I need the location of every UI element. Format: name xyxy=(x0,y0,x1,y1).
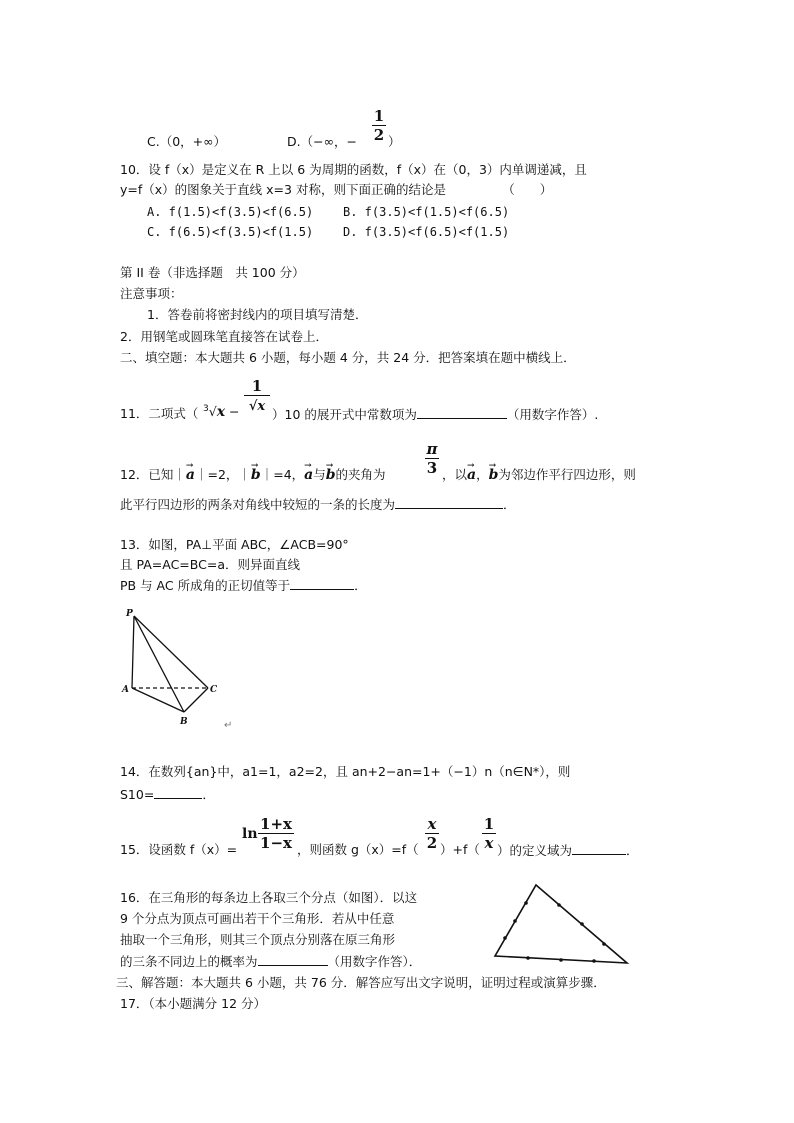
q15-mid: ，则函数 g（x）=f（ xyxy=(297,842,419,857)
division-point xyxy=(513,919,517,923)
label-p: P xyxy=(126,609,133,619)
q12-p5: 的夹角为 xyxy=(335,467,386,482)
q10-line1: 10．设 f（x）是定义在 R 上以 6 为周期的函数，f（x）在（0，3）内单调递减，且 xyxy=(120,162,587,177)
q9-option-d-fraction xyxy=(372,108,386,143)
q12-frac-num: π xyxy=(426,440,438,458)
q15-ln: ln xyxy=(242,826,258,842)
q15-ln-den: 1−x xyxy=(260,834,292,852)
q11-frac-den: √x xyxy=(248,399,266,414)
triangle-figure xyxy=(490,880,635,970)
q15-frac2 xyxy=(482,816,496,851)
q16-line2: 9 个分点为顶点可画出若干个三角形．若从中任意 xyxy=(120,911,395,926)
q15-frac1 xyxy=(425,816,439,851)
q13-line2: 且 PA=AC=BC=a．则异面直线 xyxy=(120,557,300,572)
division-point xyxy=(592,959,596,963)
division-point xyxy=(503,936,507,940)
q11-minus: − xyxy=(229,404,240,420)
section2-heading: 二、填空题：本大题共 6 小题，每小题 4 分，共 24 分．把答案填在题中横线上． xyxy=(120,350,576,365)
q9-frac-den: 2 xyxy=(373,126,385,144)
edge-pc xyxy=(134,616,208,688)
label-a: A xyxy=(122,685,129,695)
q10-option-a: A. f(1.5)<f(3.5)<f(6.5) xyxy=(147,205,314,219)
q15-ln-fraction xyxy=(258,816,294,851)
q15-frac2-den: x xyxy=(484,834,494,852)
q12-vec-a3: → a xyxy=(467,467,476,483)
q12-frac-den: 3 xyxy=(426,459,438,477)
division-point xyxy=(602,942,606,946)
q15-answer-blank[interactable] xyxy=(572,842,626,855)
pyramid-figure xyxy=(118,608,228,728)
q16-line4 xyxy=(120,953,421,970)
q11-cuberoot xyxy=(203,401,240,420)
q14-line2-text: S10= xyxy=(120,787,155,802)
part2-title: 第 II 卷（非选择题 共 100 分） xyxy=(120,265,305,280)
q13-answer-blank[interactable] xyxy=(290,577,354,590)
q12-p1: 12．已知｜ xyxy=(120,467,186,482)
q9-frac-num: 1 xyxy=(373,107,385,125)
label-b: B xyxy=(180,717,188,727)
q15-frac2-num: 1 xyxy=(483,815,495,833)
q11-suffix xyxy=(272,406,598,423)
triangle-outline xyxy=(495,885,627,963)
q11-root-index: 3 xyxy=(203,404,209,414)
q15-frac1-den: 2 xyxy=(426,834,438,852)
division-point xyxy=(559,958,563,962)
q15-frac1-num: x xyxy=(427,815,437,833)
q16-line3: 抽取一个三角形，则其三个顶点分别落在原三角形 xyxy=(120,932,396,947)
q11-tail: （用数字作答）. xyxy=(506,407,599,422)
q14-tail: ． xyxy=(202,787,215,802)
q15-ln-num: 1+x xyxy=(260,815,292,833)
q13-tail: ． xyxy=(354,578,367,593)
q12-vec-b: → b xyxy=(251,467,261,483)
q17-heading: 17．（本小题满分 12 分） xyxy=(120,996,267,1011)
division-point xyxy=(580,922,584,926)
q15-plus: ）+f（ xyxy=(440,842,480,857)
q10-option-b: B. f(3.5)<f(1.5)<f(6.5) xyxy=(343,205,510,219)
q12-p4: 与 xyxy=(313,467,326,482)
q11-answer-blank[interactable] xyxy=(417,406,507,419)
q10-line2: y=f（x）的图象关于直线 x=3 对称，则下面正确的结论是 （ ） xyxy=(120,182,553,197)
q13-line3 xyxy=(120,577,367,594)
q12-p6: ，以 xyxy=(442,467,468,482)
division-point xyxy=(524,901,528,905)
q12-p2: ｜=2，｜ xyxy=(194,467,251,482)
q16-line1: 16．在三角形的每条边上各取三个分点（如图）．以这 xyxy=(120,890,418,905)
q14-answer-blank[interactable] xyxy=(154,786,202,799)
q12-vec-a2: → a xyxy=(304,467,313,483)
q15-suffix-text: ）的定义域为 xyxy=(497,843,573,858)
q9-option-d-prefix: D.（−∞，− xyxy=(287,134,357,149)
q14-line1: 14．在数列{an}中，a1=1，a2=2，且 an+2−an=1+（−1）n（n∈N*），则 xyxy=(120,764,571,779)
part2-note2: 2．用钢笔或圆珠笔直接答在试卷上． xyxy=(120,329,328,344)
q10-option-c: C. f(6.5)<f(3.5)<f(1.5) xyxy=(147,225,314,239)
q10-option-d: D. f(3.5)<f(6.5)<f(1.5) xyxy=(343,225,510,239)
q15-tail: ． xyxy=(626,843,639,858)
q13-line3-text: PB 与 AC 所成角的正切值等于 xyxy=(120,578,291,593)
q12-line2 xyxy=(120,496,516,513)
q11-frac-num: 1 xyxy=(251,377,263,395)
return-mark: ↵ xyxy=(224,720,233,731)
q12-answer-blank[interactable] xyxy=(395,496,503,509)
part2-notice: 注意事项： xyxy=(120,286,183,301)
q11-fraction xyxy=(244,378,270,415)
q11-x: x xyxy=(216,404,226,421)
q11-prefix: 11．二项式（ xyxy=(120,406,199,421)
q15-suffix xyxy=(497,842,639,859)
q15-prefix: 15．设函数 f（x）= xyxy=(120,842,238,857)
section3-heading: 三、解答题：本大题共 6 小题，共 76 分．解答应写出文字说明，证明过程或演算步骤． xyxy=(116,975,606,990)
edge-ab xyxy=(132,688,184,712)
q12-vec-b3: → b xyxy=(489,467,499,483)
q11-suffix-text: ）10 的展开式中常数项为 xyxy=(272,407,417,422)
q12-p7: ， xyxy=(476,467,489,482)
part2-note1: 1．答卷前将密封线内的项目填写清楚． xyxy=(147,307,368,322)
q14-line2 xyxy=(120,786,215,803)
q12-vec-a: → a xyxy=(186,467,195,483)
q12-p3: ｜=4， xyxy=(260,467,305,482)
q12-line1 xyxy=(120,467,386,483)
q12-tail: ． xyxy=(503,497,516,512)
q12-fraction xyxy=(425,441,439,476)
q16-answer-blank[interactable] xyxy=(258,953,328,966)
q12-line1-cont xyxy=(442,467,636,483)
q12-p8: 为邻边作平行四边形，则 xyxy=(498,467,636,482)
division-point xyxy=(557,903,561,907)
q9-option-d xyxy=(287,134,357,150)
q16-line4-text: 的三条不同边上的概率为 xyxy=(120,954,258,969)
radical-icon: √ xyxy=(208,404,217,420)
q13-line1: 13．如图，PA⊥平面 ABC，∠ACB=90° xyxy=(120,537,349,552)
q9-option-d-close: ） xyxy=(388,134,401,149)
q12-line2-text: 此平行四边形的两条对角线中较短的一条的长度为 xyxy=(120,497,396,512)
edge-bc xyxy=(184,688,208,712)
q12-vec-b2: → b xyxy=(326,467,336,483)
q16-tail: （用数字作答）． xyxy=(327,954,422,969)
label-c: C xyxy=(210,685,218,695)
division-point xyxy=(526,956,530,960)
edge-pb xyxy=(134,616,184,712)
edge-pa xyxy=(132,616,134,688)
q9-option-c: C.（0，+∞） xyxy=(147,134,227,149)
